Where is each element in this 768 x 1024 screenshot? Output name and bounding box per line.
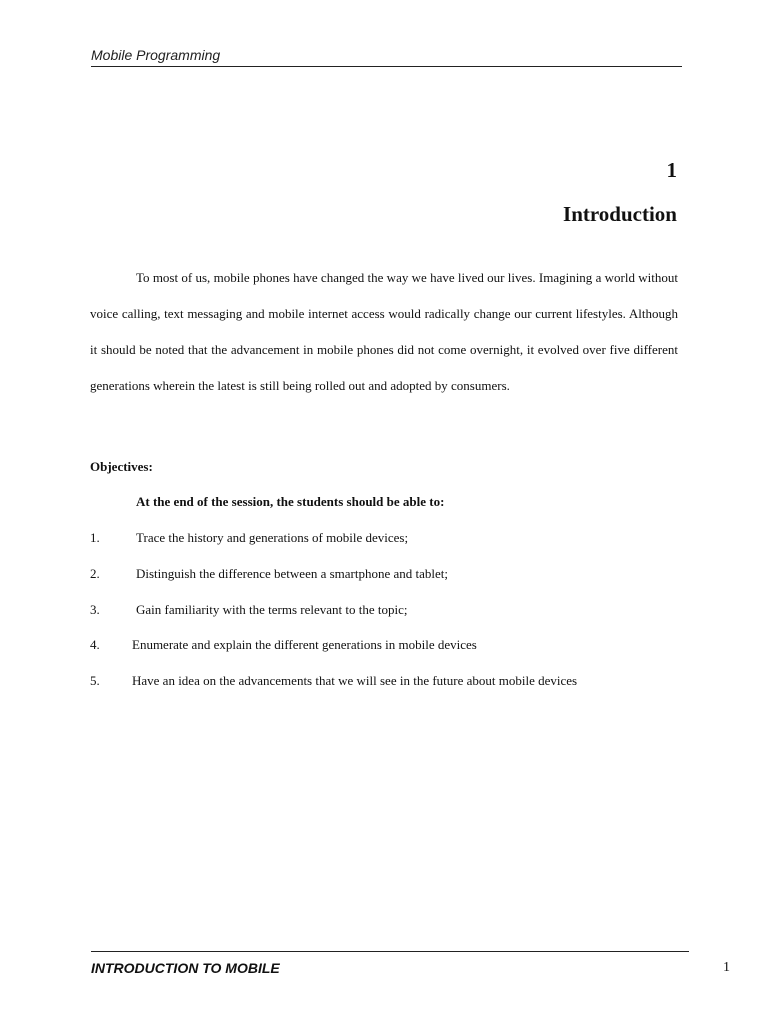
- page-number: 1: [723, 960, 730, 975]
- objective-text: Trace the history and generations of mobile devices;: [136, 530, 409, 545]
- objective-number: 3.: [90, 602, 100, 617]
- objective-number: 4.: [90, 637, 100, 652]
- objective-number: 1.: [90, 530, 100, 545]
- objective-text: Have an idea on the advancements that we will see in the future about mobile devices: [132, 673, 578, 688]
- objective-number: 2.: [90, 566, 100, 581]
- objective-item: [90, 602, 407, 618]
- objective-number: 5.: [90, 673, 100, 688]
- objective-item: [90, 637, 477, 653]
- footer-rule: [91, 951, 689, 952]
- chapter-title: Introduction: [563, 202, 677, 226]
- objective-item: [90, 530, 408, 546]
- objective-text: Distinguish the difference between a smartphone and tablet;: [136, 566, 449, 581]
- objective-item: [90, 566, 448, 582]
- running-header-title: Mobile Programming: [91, 47, 221, 63]
- objective-text: Gain familiarity with the terms relevant to the topic;: [136, 602, 408, 617]
- chapter-number: 1: [666, 158, 677, 182]
- objectives-heading: Objectives:: [90, 459, 153, 474]
- intro-paragraph: To most of us, mobile phones have changed the way we have lived our lives. Imagining a world without voice calling, text messaging and mobile internet access would radically change our current lifestyles. Although it should be noted that the advancement in mobile phones did not come overnight, it evolved over five different generations wherein the latest is still being rolled out and adopted by consumers.: [90, 270, 678, 393]
- footer-title: INTRODUCTION TO MOBILE: [91, 960, 280, 976]
- objective-item: [90, 673, 577, 689]
- running-header: [91, 44, 682, 67]
- objective-text: Enumerate and explain the different generations in mobile devices: [132, 637, 477, 652]
- objectives-lead: At the end of the session, the students should be able to:: [136, 494, 445, 509]
